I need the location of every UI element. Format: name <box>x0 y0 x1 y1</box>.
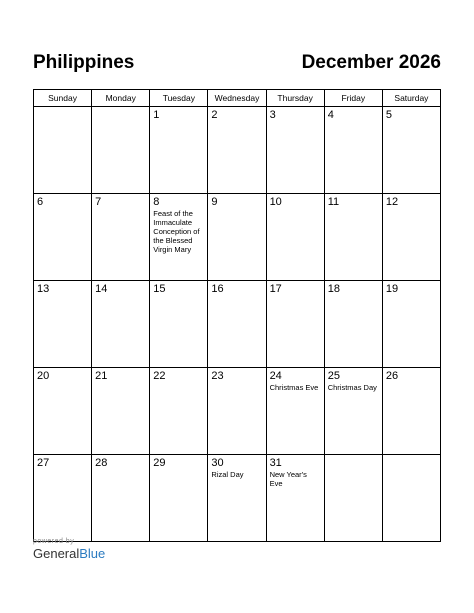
page-header <box>33 52 441 78</box>
weekday-header: Thursday <box>266 90 324 107</box>
day-number: 1 <box>153 109 160 121</box>
weekday-header: Friday <box>324 90 382 107</box>
day-cell <box>266 194 324 281</box>
day-cell <box>34 107 92 194</box>
calendar-grid <box>33 89 441 542</box>
day-cell <box>324 194 382 281</box>
brand-logo[interactable] <box>33 546 105 561</box>
day-number: 18 <box>327 283 340 295</box>
day-number: 24 <box>269 370 282 382</box>
day-cell <box>150 368 208 455</box>
day-number: 25 <box>327 370 340 382</box>
holiday-label: Rizal Day <box>211 470 244 479</box>
day-number: 16 <box>211 283 224 295</box>
day-number: 31 <box>269 457 282 469</box>
day-cell <box>92 107 150 194</box>
day-cell <box>266 281 324 368</box>
weekday-header: Tuesday <box>150 90 208 107</box>
week-row <box>34 368 441 455</box>
day-number: 11 <box>327 196 340 208</box>
day-cell <box>92 281 150 368</box>
holiday-label: New Year's Eve <box>269 470 307 488</box>
holiday-label: Christmas Eve <box>269 383 319 392</box>
day-number: 20 <box>37 370 50 382</box>
day-number: 4 <box>327 109 334 121</box>
day-number: 2 <box>211 109 218 121</box>
day-number: 28 <box>95 457 108 469</box>
holiday-label: Feast of the Immaculate Conception of the Blessed Virgin Mary <box>153 209 200 254</box>
day-cell <box>92 194 150 281</box>
day-cell <box>382 455 440 542</box>
day-cell <box>34 281 92 368</box>
day-number: 26 <box>385 370 399 382</box>
day-cell <box>266 368 324 455</box>
day-number: 10 <box>269 196 282 208</box>
day-cell <box>382 107 440 194</box>
day-cell <box>266 455 324 542</box>
day-number: 6 <box>37 196 44 208</box>
weekday-header: Monday <box>92 90 150 107</box>
day-cell <box>324 281 382 368</box>
day-cell <box>150 107 208 194</box>
day-cell <box>92 455 150 542</box>
day-cell <box>208 107 266 194</box>
weekday-header: Wednesday <box>208 90 266 107</box>
week-row <box>34 455 441 542</box>
weekday-header: Saturday <box>382 90 440 107</box>
day-number: 7 <box>95 196 102 208</box>
day-cell <box>34 368 92 455</box>
day-cell <box>266 107 324 194</box>
day-cell <box>208 281 266 368</box>
day-cell <box>324 107 382 194</box>
holiday-label: Christmas Day <box>327 383 377 392</box>
day-number: 29 <box>153 457 166 469</box>
footer <box>33 538 105 561</box>
day-number: 27 <box>37 457 50 469</box>
day-cell <box>382 368 440 455</box>
day-number: 23 <box>211 370 224 382</box>
month-title: December 2026 <box>301 52 441 73</box>
day-cell <box>34 194 92 281</box>
week-row <box>34 281 441 368</box>
week-row <box>34 194 441 281</box>
day-cell <box>208 455 266 542</box>
day-cell <box>92 368 150 455</box>
day-cell <box>150 455 208 542</box>
country-title: Philippines <box>33 52 135 73</box>
day-number: 8 <box>153 196 160 208</box>
day-number: 19 <box>385 283 399 295</box>
day-number: 22 <box>153 370 166 382</box>
weekday-header: Sunday <box>34 90 92 107</box>
weekday-header-row <box>34 90 441 107</box>
day-number: 12 <box>385 196 399 208</box>
week-row <box>34 107 441 194</box>
day-cell <box>208 194 266 281</box>
powered-by-label: powered by <box>33 538 75 545</box>
day-cell <box>382 281 440 368</box>
day-cell <box>150 281 208 368</box>
brand-name-blue: Blue <box>79 546 106 561</box>
day-cell <box>208 368 266 455</box>
day-number: 5 <box>385 109 392 121</box>
day-number: 30 <box>211 457 224 469</box>
day-number: 9 <box>211 196 218 208</box>
day-cell <box>34 455 92 542</box>
day-number: 13 <box>37 283 50 295</box>
day-number: 15 <box>153 283 166 295</box>
day-number: 3 <box>269 109 276 121</box>
day-number: 17 <box>269 283 282 295</box>
day-number: 21 <box>95 370 108 382</box>
day-cell <box>150 194 208 281</box>
day-cell <box>382 194 440 281</box>
day-cell <box>324 455 382 542</box>
day-number: 14 <box>95 283 108 295</box>
brand-name-general: General <box>33 546 80 561</box>
day-cell <box>324 368 382 455</box>
